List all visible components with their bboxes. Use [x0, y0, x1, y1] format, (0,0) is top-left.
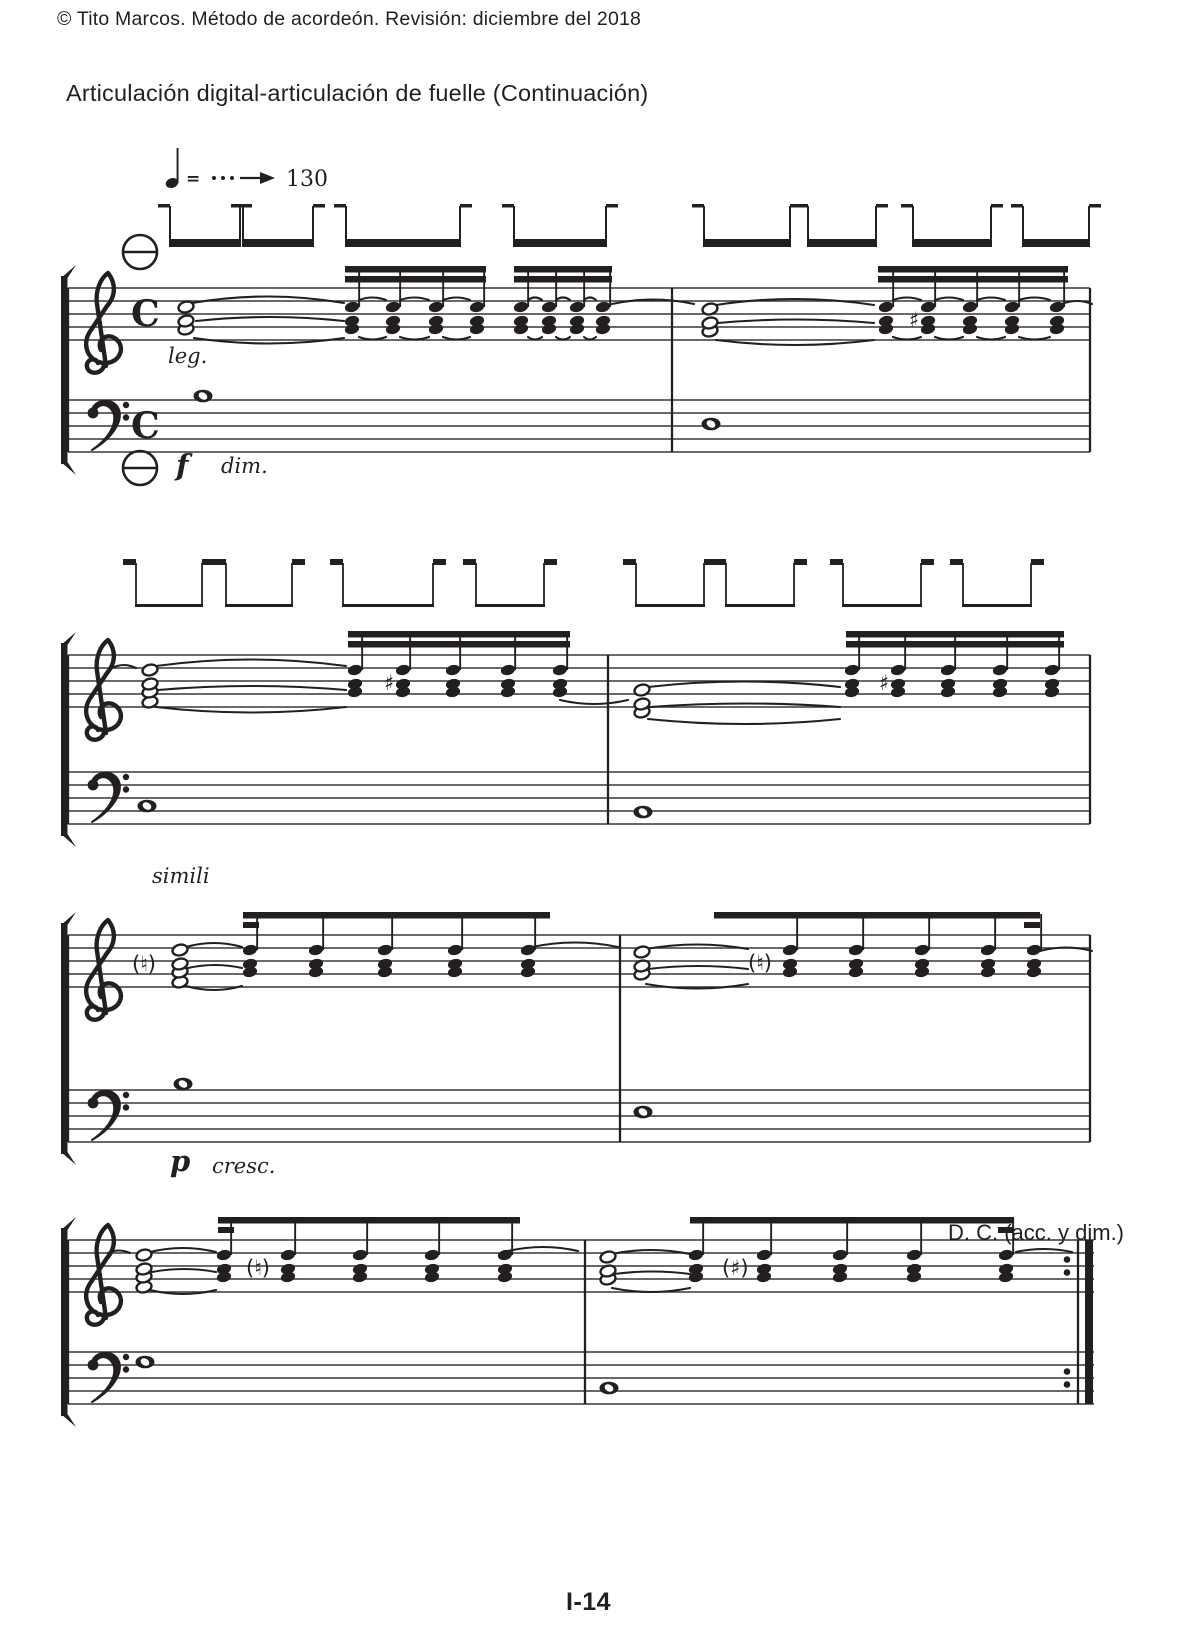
svg-text:130: 130 [286, 167, 328, 192]
diminuendo-marking: dim. [221, 454, 268, 478]
copyright-line: © Tito Marcos. Método de acordeón. Revisión: diciembre del 2018 [57, 8, 642, 30]
legato-marking: leg. [168, 344, 208, 368]
svg-text:(♯): (♯) [722, 1256, 749, 1280]
svg-text:=: = [186, 169, 201, 189]
page-number: I-14 [566, 1588, 612, 1616]
svg-text:C: C [131, 293, 160, 335]
svg-text:C: C [131, 405, 160, 447]
crescendo-marking: cresc. [212, 1154, 276, 1178]
svg-text:♯: ♯ [879, 671, 890, 695]
forte-dynamic: f [176, 448, 189, 482]
simili-marking: simili [152, 864, 210, 888]
svg-text:(♮): (♮) [246, 1256, 270, 1280]
svg-text:♯: ♯ [909, 308, 920, 332]
piano-dynamic: p [170, 1144, 191, 1178]
page-title: Articulación digital-articulación de fuelle (Continuación) [66, 80, 649, 106]
svg-text:(♮): (♮) [132, 952, 156, 976]
da-capo-marking: D. C. (acc. y dim.) [948, 1220, 1125, 1245]
svg-text:♯: ♯ [384, 671, 395, 695]
svg-text:(♮): (♮) [748, 951, 772, 975]
